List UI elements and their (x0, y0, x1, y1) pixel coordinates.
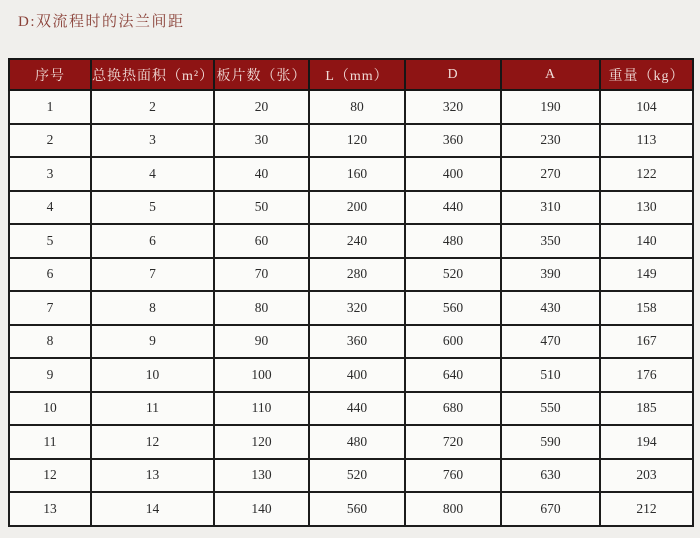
table-cell: 60 (214, 224, 309, 258)
table-row (9, 224, 693, 258)
table-cell: 7 (9, 291, 91, 325)
table-cell: 680 (405, 392, 501, 426)
table-cell: 80 (309, 90, 405, 124)
table-cell: 200 (309, 191, 405, 225)
table-cell: 560 (405, 291, 501, 325)
table-cell: 320 (309, 291, 405, 325)
table-cell: 800 (405, 492, 501, 526)
table-cell: 640 (405, 358, 501, 392)
table-cell: 203 (600, 459, 693, 493)
table-cell: 14 (91, 492, 214, 526)
table-cell: 510 (501, 358, 600, 392)
table-cell: 280 (309, 258, 405, 292)
table-cell: 400 (405, 157, 501, 191)
table-row (9, 358, 693, 392)
table-cell: 185 (600, 392, 693, 426)
table-cell: 270 (501, 157, 600, 191)
table-cell: 600 (405, 325, 501, 359)
table-cell: 6 (9, 258, 91, 292)
table-cell: 176 (600, 358, 693, 392)
table-cell: 140 (214, 492, 309, 526)
table-cell: 350 (501, 224, 600, 258)
table-cell: 520 (309, 459, 405, 493)
table-cell: 20 (214, 90, 309, 124)
table-row (9, 157, 693, 191)
flange-spacing-table (8, 58, 694, 527)
table-cell: 4 (9, 191, 91, 225)
table-cell: 550 (501, 392, 600, 426)
table-cell: 5 (91, 191, 214, 225)
table-cell: 7 (91, 258, 214, 292)
table-cell: 130 (214, 459, 309, 493)
table-cell: 1 (9, 90, 91, 124)
table-row (9, 124, 693, 158)
table-cell: 190 (501, 90, 600, 124)
col-header-index: 序号 (9, 59, 91, 90)
table-cell: 10 (91, 358, 214, 392)
table-cell: 8 (9, 325, 91, 359)
table-row (9, 425, 693, 459)
table-cell: 360 (405, 124, 501, 158)
table-cell: 12 (9, 459, 91, 493)
table-cell: 430 (501, 291, 600, 325)
table-cell: 520 (405, 258, 501, 292)
table-cell: 310 (501, 191, 600, 225)
table-cell: 167 (600, 325, 693, 359)
table-cell: 30 (214, 124, 309, 158)
table-cell: 40 (214, 157, 309, 191)
table-cell: 13 (9, 492, 91, 526)
page-title: D:双流程时的法兰间距 (18, 14, 185, 30)
table-row (9, 291, 693, 325)
table-cell: 2 (9, 124, 91, 158)
table-cell: 2 (91, 90, 214, 124)
table-cell: 9 (91, 325, 214, 359)
table-cell: 11 (91, 392, 214, 426)
table-cell: 149 (600, 258, 693, 292)
table-cell: 360 (309, 325, 405, 359)
col-header-a: A (501, 59, 600, 90)
table-cell: 12 (91, 425, 214, 459)
table-cell: 3 (91, 124, 214, 158)
table-row (9, 325, 693, 359)
table-cell: 470 (501, 325, 600, 359)
table-cell: 104 (600, 90, 693, 124)
table-row (9, 492, 693, 526)
table-cell: 50 (214, 191, 309, 225)
table-cell: 140 (600, 224, 693, 258)
table-cell: 194 (600, 425, 693, 459)
table-row (9, 191, 693, 225)
table-row (9, 459, 693, 493)
table-cell: 110 (214, 392, 309, 426)
table-cell: 120 (309, 124, 405, 158)
table-cell: 590 (501, 425, 600, 459)
table-cell: 90 (214, 325, 309, 359)
table-cell: 440 (309, 392, 405, 426)
table-cell: 113 (600, 124, 693, 158)
table-cell: 390 (501, 258, 600, 292)
table-cell: 70 (214, 258, 309, 292)
col-header-total-area: 总换热面积（m²） (91, 59, 214, 90)
table-cell: 720 (405, 425, 501, 459)
table-cell: 480 (405, 224, 501, 258)
table-cell: 6 (91, 224, 214, 258)
table-cell: 400 (309, 358, 405, 392)
table-cell: 130 (600, 191, 693, 225)
table-cell: 212 (600, 492, 693, 526)
table-cell: 320 (405, 90, 501, 124)
table-cell: 5 (9, 224, 91, 258)
table-cell: 100 (214, 358, 309, 392)
table-cell: 11 (9, 425, 91, 459)
table-cell: 158 (600, 291, 693, 325)
table-cell: 240 (309, 224, 405, 258)
table-header-row (9, 59, 693, 90)
table-cell: 122 (600, 157, 693, 191)
table-cell: 480 (309, 425, 405, 459)
table-cell: 230 (501, 124, 600, 158)
col-header-weight: 重量（kg） (600, 59, 693, 90)
table-cell: 670 (501, 492, 600, 526)
table-cell: 160 (309, 157, 405, 191)
table-cell: 8 (91, 291, 214, 325)
table-cell: 13 (91, 459, 214, 493)
table-row (9, 90, 693, 124)
table-cell: 560 (309, 492, 405, 526)
table-row (9, 392, 693, 426)
table-cell: 80 (214, 291, 309, 325)
table-cell: 760 (405, 459, 501, 493)
table-cell: 9 (9, 358, 91, 392)
col-header-plate-count: 板片数（张） (214, 59, 309, 90)
table-cell: 120 (214, 425, 309, 459)
col-header-d: D (405, 59, 501, 90)
table-cell: 440 (405, 191, 501, 225)
col-header-length-l: L（mm） (309, 59, 405, 90)
table-cell: 3 (9, 157, 91, 191)
table-cell: 630 (501, 459, 600, 493)
table-cell: 10 (9, 392, 91, 426)
table-cell: 4 (91, 157, 214, 191)
table-row (9, 258, 693, 292)
